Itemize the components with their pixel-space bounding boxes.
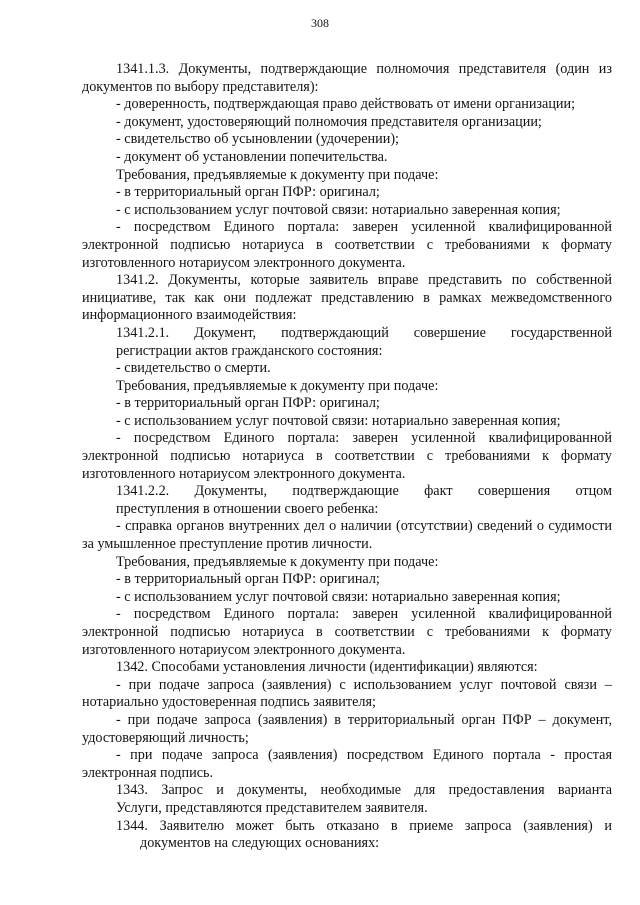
paragraph: регистрации актов гражданского состояния: [116, 342, 383, 359]
document-body [82, 61, 612, 853]
list-item: - при подаче запроса (заявления) посредством Единого портала - простая электронная подпись. [82, 747, 612, 781]
list-item: - доверенность, подтверждающая право действовать от имени организации; [116, 96, 576, 113]
list-item: - в территориальный орган ПФР: оригинал; [116, 395, 380, 412]
list-item: - документ об установлении попечительства. [116, 148, 388, 165]
paragraph: преступления в отношении своего ребенка: [116, 500, 379, 517]
list-item: - свидетельство о смерти. [116, 360, 271, 377]
paragraph: документов на следующих основаниях: [140, 835, 380, 852]
list-item: - в территориальный орган ПФР: оригинал; [116, 184, 380, 201]
list-item: - при подаче запроса (заявления) в территориальный орган ПФР – документ, удостоверяющий личность; [82, 711, 612, 746]
list-item: - с использованием услуг почтовой связи: нотариально заверенная копия; [116, 201, 561, 218]
paragraph: 1342. Способами установления личности (идентификации) являются: [116, 659, 538, 676]
list-item: - посредством Единого портала: заверен усиленной квалифицированной электронной подписью нотариуса в соответствии с требованиями к формату изготовленного нотариусом электронного документа. [82, 219, 612, 271]
paragraph: 1341.2.2. Документы, подтверждающие факт совершения отцом [116, 483, 612, 500]
list-item: - с использованием услуг почтовой связи: нотариально заверенная копия; [116, 588, 561, 605]
paragraph: Услуги, представляются представителем заявителя. [116, 799, 428, 816]
paragraph: Требования, предъявляемые к документу при подаче: [116, 166, 439, 183]
list-item: - посредством Единого портала: заверен усиленной квалифицированной электронной подписью нотариуса в соответствии с требованиями к формату изготовленного нотариусом электронного документа. [82, 430, 612, 482]
paragraph: Требования, предъявляемые к документу при подаче: [116, 377, 439, 394]
list-item: - свидетельство об усыновлении (удочерении); [116, 131, 399, 148]
paragraph: 1341.2. Документы, которые заявитель вправе представить по собственной инициативе, так как они подлежат представлению в рамках межведомственного информационного взаимодействия: [82, 272, 612, 324]
page-number: 308 [311, 16, 329, 30]
paragraph: 1344. Заявителю может быть отказано в приеме запроса (заявления) и [116, 817, 612, 834]
paragraph: 1343. Запрос и документы, необходимые для предоставления варианта [116, 782, 612, 799]
list-item: - в территориальный орган ПФР: оригинал; [116, 571, 380, 588]
list-item: - документ, удостоверяющий полномочия представителя организации; [116, 113, 542, 130]
paragraph: 1341.2.1. Документ, подтверждающий совершение государственной [116, 324, 612, 341]
list-item: - посредством Единого портала: заверен усиленной квалифицированной электронной подписью нотариуса в соответствии с требованиями к формату изготовленного нотариусом электронного документа. [82, 606, 612, 658]
paragraph: Требования, предъявляемые к документу при подаче: [116, 553, 439, 570]
list-item: - с использованием услуг почтовой связи: нотариально заверенная копия; [116, 412, 561, 429]
paragraph: 1341.1.3. Документы, подтверждающие полномочия представителя (один из документов по выбору представителя): [82, 61, 612, 95]
list-item: - справка органов внутренних дел о наличии (отсутствии) сведений о судимости за умышленное преступление против личности. [82, 518, 612, 553]
list-item: - при подаче запроса (заявления) с использованием услуг почтовой связи – нотариально удостоверенная подпись заявителя; [82, 676, 612, 711]
